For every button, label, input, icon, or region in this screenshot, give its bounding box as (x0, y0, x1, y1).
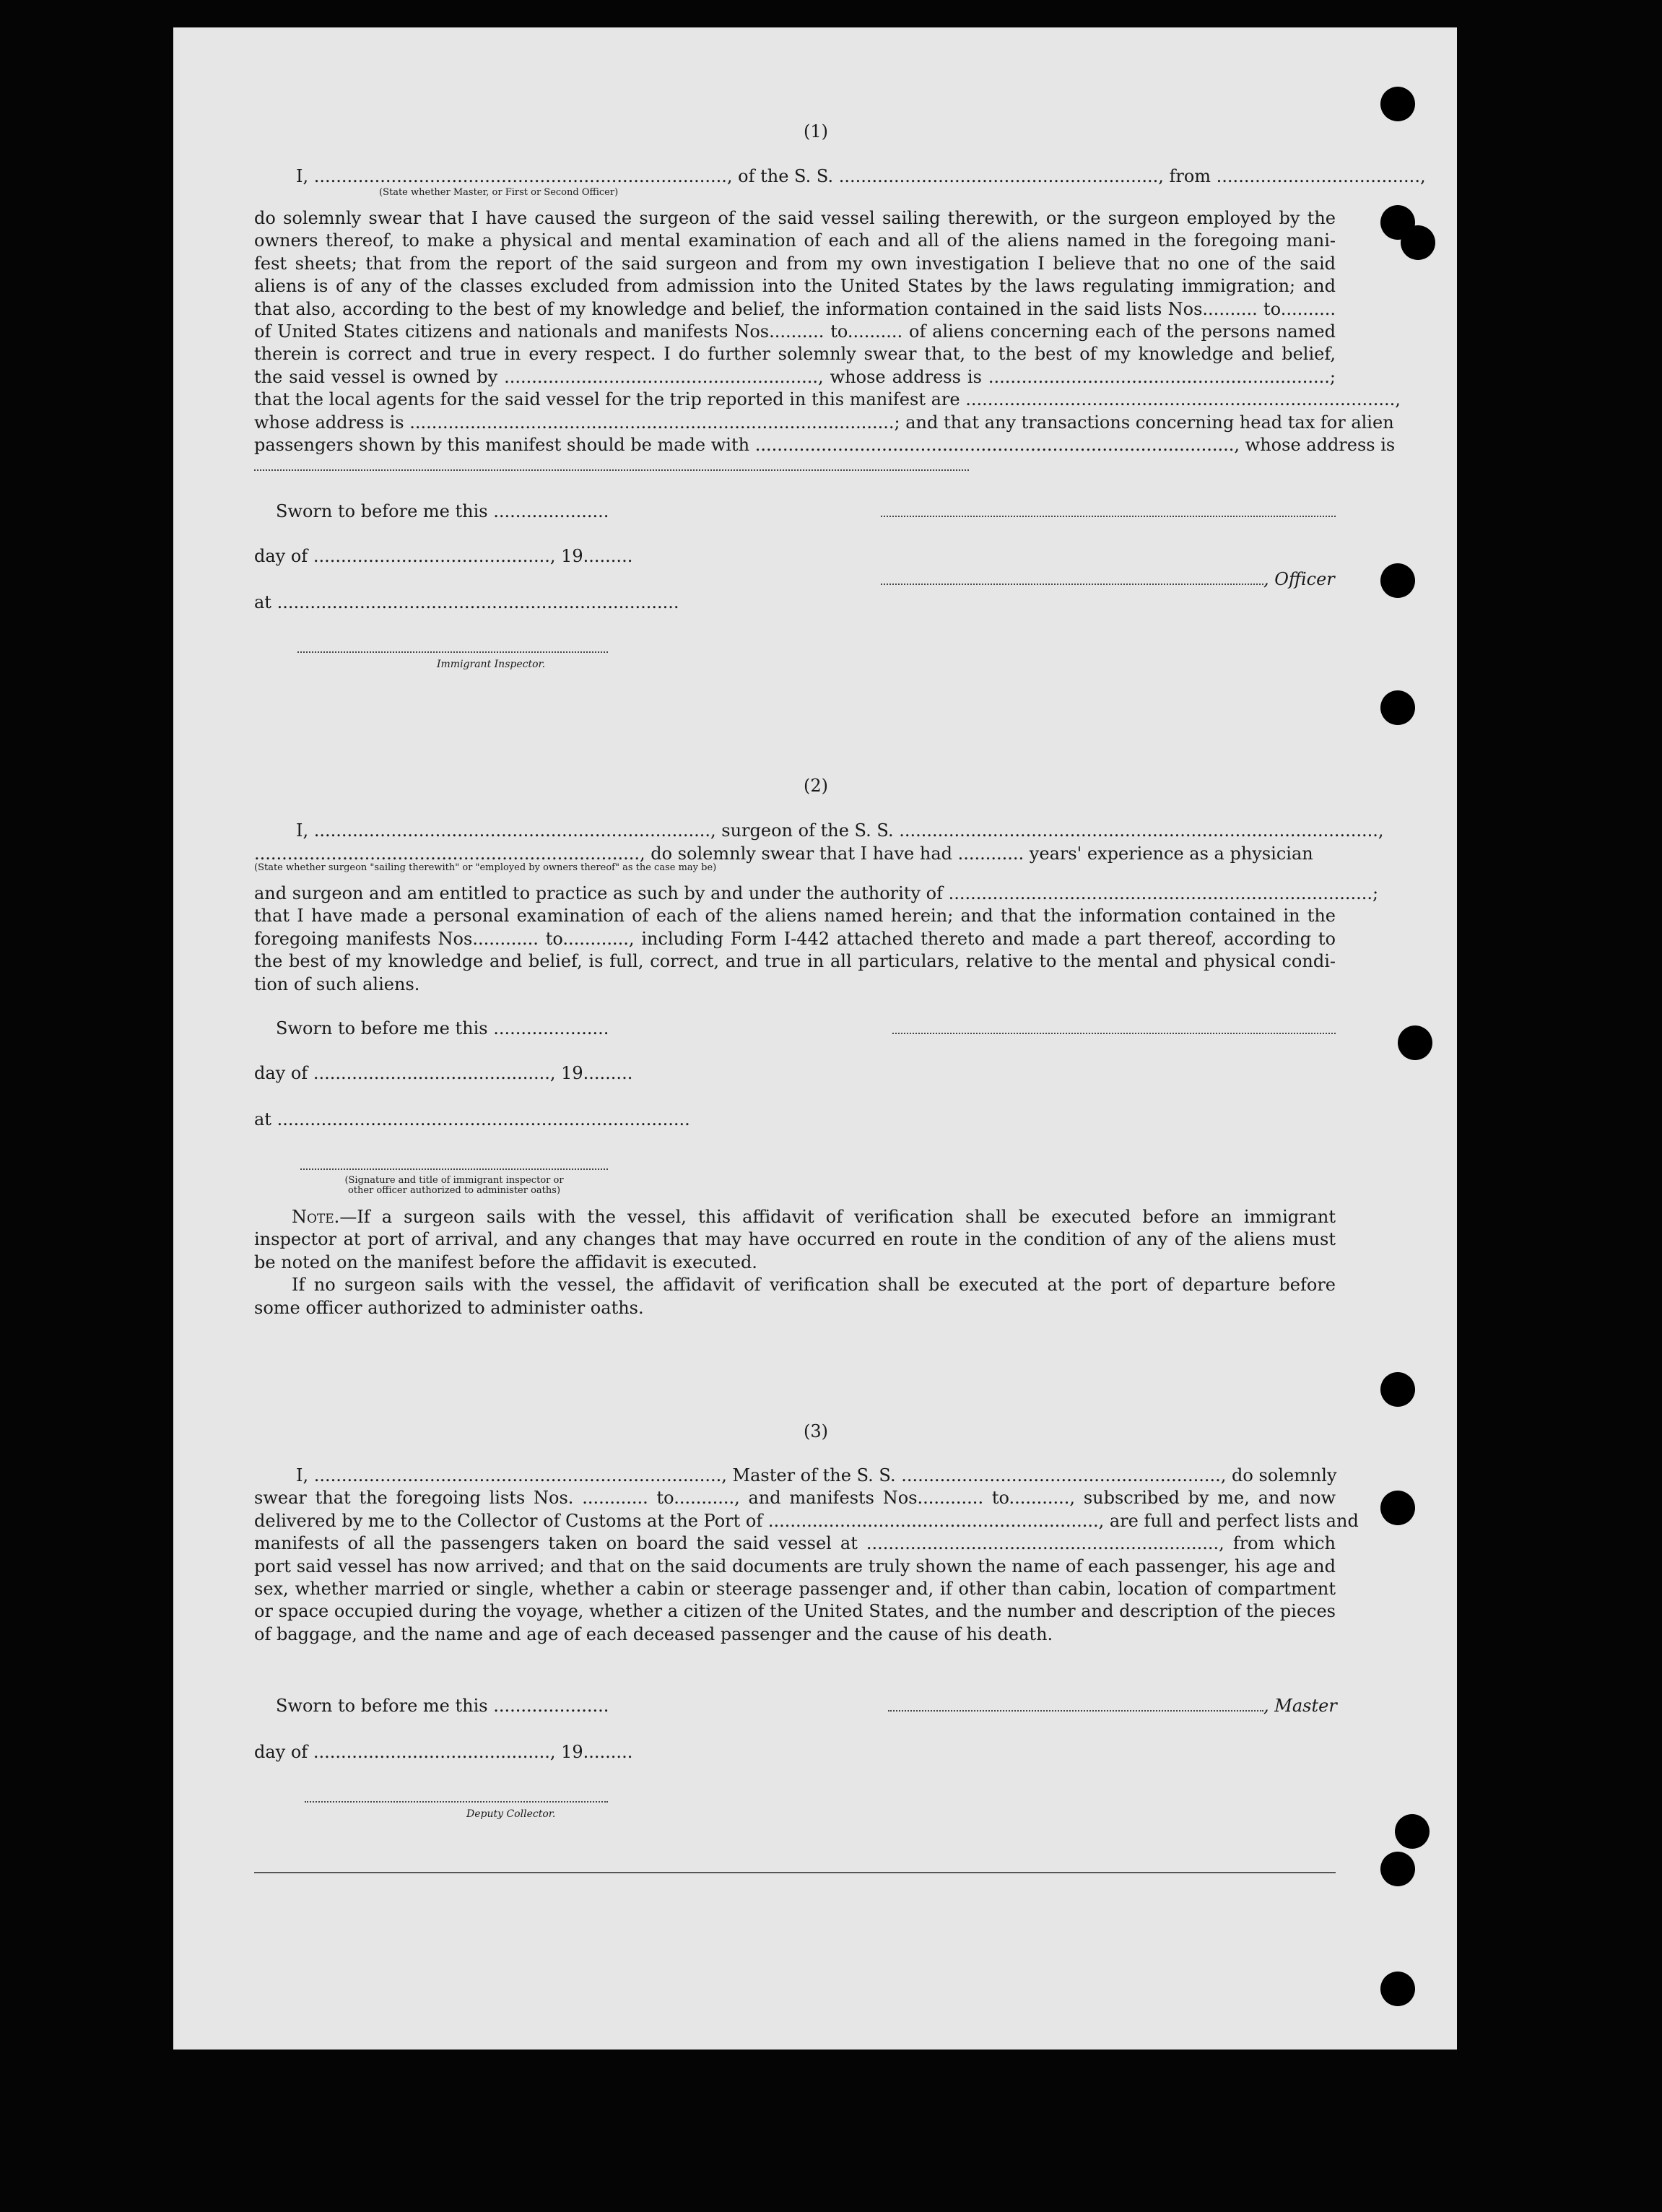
section-2-day: day of ..........................................., 19......... (254, 1063, 633, 1083)
section-3-body-line: swear that the foregoing lists Nos. ............ to..........., and manifests Nos............ to..........., subscribed by me, and now (254, 1488, 1336, 1509)
punch-hole (1380, 1491, 1415, 1525)
section-1-body-line: aliens is of any of the classes excluded from admission into the United States by the laws regulating immigration; and (254, 276, 1336, 297)
section-2-signature-line (892, 1033, 1336, 1034)
surgeon-note-line: If no surgeon sails with the vessel, the affidavit of verification shall be executed at the port of departure before (292, 1275, 1336, 1296)
section-1-body-line: that also, according to the best of my knowledge and belief, the information contained in the said lists Nos.......... to.......... (254, 298, 1336, 319)
section-1-inspector-label: Immigrant Inspector. (437, 659, 546, 670)
section-2-body-line: the best of my knowledge and belief, is full, correct, and true in all particulars, relative to the mental and physical condi- (254, 951, 1336, 972)
section-1-body (254, 207, 1401, 456)
section-3-body-line: or space occupied during the voyage, whether a citizen of the United States, and the number and description of the pieces (254, 1601, 1336, 1622)
section-3-deputy-label: Deputy Collector. (466, 1808, 556, 1820)
punch-hole (1380, 690, 1415, 725)
section-3-body (254, 1465, 1359, 1646)
section-3-body-line: of baggage, and the name and age of each deceased passenger and the cause of his death. (254, 1623, 1053, 1644)
section-1-number: (1) (804, 121, 828, 142)
section-1-first-line: I, ..........................................................................., of the S. S. .........................................................., from ....................................., (296, 166, 1426, 186)
section-3-sworn: Sworn to before me this ..................... (276, 1696, 609, 1716)
section-1-body-line: that the local agents for the said vessel for the trip reported in this manifest are .............................................................................., (254, 389, 1401, 410)
section-1-body-line: whose address is ........................................................................................; and that any transactions concerning head tax for alien (254, 412, 1394, 433)
section-3-body-line: I, .........................................................................., Master of the S. S. .........................................................., do solemnly (296, 1465, 1337, 1485)
section-2-signature-note-1: (Signature and title of immigrant inspector or (344, 1175, 564, 1186)
section-2-body (254, 882, 1379, 996)
punch-hole (1380, 1972, 1415, 2006)
section-1-body-line: passengers shown by this manifest should be made with ......................................................................................., whose address is (254, 435, 1396, 456)
officer-title: Officer (1274, 569, 1335, 589)
section-3-master-line (888, 1710, 1263, 1712)
section-1-day: day of ..........................................., 19......... (254, 546, 633, 566)
section-2-second-line-note: (State whether surgeon "sailing therewith" or "employed by owners thereof" as the case may be) (254, 862, 717, 873)
punch-hole (1398, 1025, 1432, 1060)
section-2-first-line: I, ........................................................................, surgeon of the S. S. ......................................................................................., (296, 820, 1384, 841)
section-3-master-label: , Master (1263, 1696, 1337, 1716)
section-1-inspector-line (297, 651, 608, 653)
section-2-body-line: that I have made a personal examination of each of the aliens named herein; and that the information contained in the (254, 906, 1336, 927)
punch-hole (1401, 225, 1435, 260)
section-1-body-line: fest sheets; that from the report of the said surgeon and from my own investigation I believe that no one of the said (254, 253, 1336, 274)
punch-hole (1380, 1372, 1415, 1407)
section-2-body-line: foregoing manifests Nos............ to............, including Form I-442 attached thereto and made a part thereof, according to (254, 928, 1336, 949)
punch-hole (1380, 87, 1415, 121)
section-1-sworn: Sworn to before me this ..................... (276, 501, 609, 521)
surgeon-note (254, 1206, 1336, 1319)
section-2-body-line: tion of such aliens. (254, 973, 420, 994)
note-text: —If a surgeon sails with the vessel, this affidavit of verification shall be executed before an immigrant (339, 1207, 1336, 1227)
surgeon-note-line: be noted on the manifest before the affidavit is executed. (254, 1252, 757, 1272)
section-3-body-line: port said vessel has now arrived; and that on the said documents are truly shown the name of each passenger, his age and (254, 1556, 1336, 1576)
section-1-body-line: of United States citizens and nationals and manifests Nos.......... to.......... of aliens concerning each of the persons named (254, 321, 1336, 342)
section-2-second-line: ......................................................................, do solemnly swear that I have had ............ years' experience as a physician (254, 843, 1313, 864)
section-2-inspector-line (300, 1168, 608, 1170)
section-2-sworn: Sworn to before me this ..................... (276, 1018, 609, 1038)
punch-hole (1380, 1852, 1415, 1886)
manifest-page (173, 27, 1457, 2050)
section-1-signature-line (881, 516, 1336, 517)
section-2-signature-note-2: other officer authorized to administer oaths) (347, 1185, 561, 1196)
section-3-number: (3) (804, 1421, 828, 1441)
section-2-body-line: and surgeon and am entitled to practice as such by and under the authority of .............................................................................; (254, 883, 1379, 903)
punch-hole (1380, 563, 1415, 598)
section-3-deputy-line (305, 1801, 608, 1803)
section-2-at: at ........................................................................... (254, 1109, 690, 1129)
punch-hole (1395, 1814, 1430, 1849)
section-1-at: at ......................................................................... (254, 592, 679, 612)
section-1-officer-label: , Officer (1263, 569, 1335, 589)
section-3-body-line: sex, whether married or single, whether a cabin or steerage passenger and, if other than cabin, location of compartment (254, 1579, 1336, 1600)
section-3-body-line: manifests of all the passengers taken on board the said vessel at ................................................................, from which (254, 1533, 1336, 1554)
section-1-continuation-line (254, 469, 969, 471)
section-1-officer-line (881, 584, 1263, 585)
section-1-body-line: owners thereof, to make a physical and mental examination of each and all of the aliens named in the foregoing mani- (254, 230, 1336, 251)
note-label: Note. (292, 1207, 340, 1227)
surgeon-note-line: some officer authorized to administer oaths. (254, 1297, 644, 1318)
bottom-rule (254, 1872, 1336, 1873)
section-3-body-line: delivered by me to the Collector of Customs at the Port of ............................................................, are full and perfect lists and (254, 1510, 1359, 1531)
section-3-day: day of ..........................................., 19......... (254, 1742, 633, 1762)
section-2-number: (2) (804, 776, 828, 796)
section-1-body-line: therein is correct and true in every respect. I do further solemnly swear that, to the best of my knowledge and belief, (254, 344, 1336, 365)
section-1-first-line-note: (State whether Master, or First or Second Officer) (379, 187, 619, 198)
section-1-body-line: the said vessel is owned by ........................................................., whose address is ..............................................................; (254, 366, 1336, 387)
surgeon-note-line: inspector at port of arrival, and any changes that may have occurred en route in the condition of any of the aliens must (254, 1229, 1336, 1250)
surgeon-note-line (254, 1206, 1336, 1228)
section-1-body-line: do solemnly swear that I have caused the surgeon of the said vessel sailing therewith, or the surgeon employed by the (254, 208, 1336, 228)
master-title: Master (1274, 1696, 1337, 1716)
